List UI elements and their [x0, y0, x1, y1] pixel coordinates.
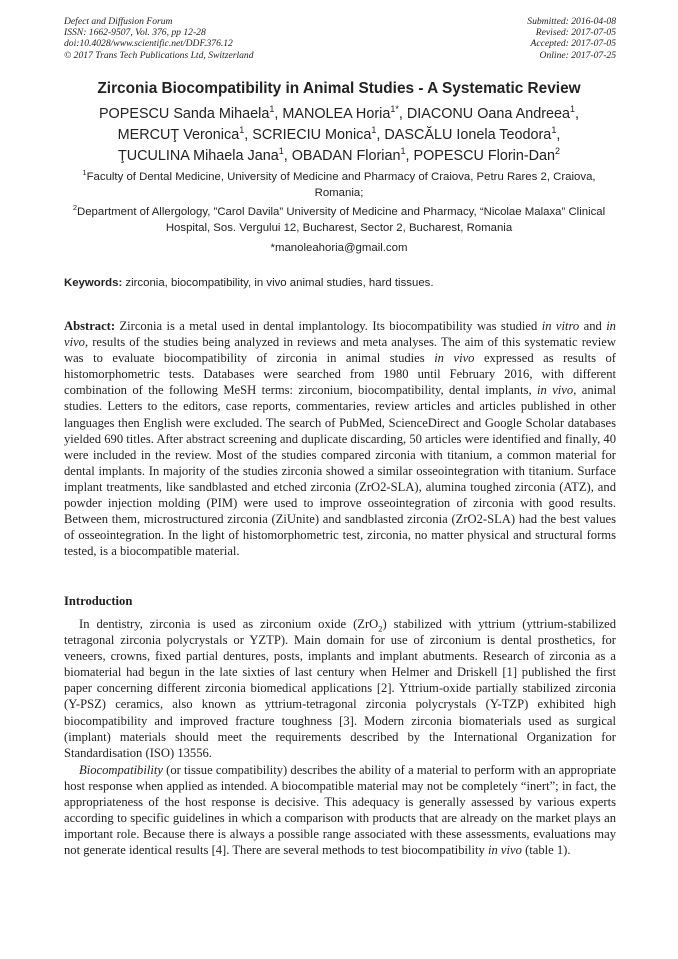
submitted-date: Submitted: 2016-04-08	[527, 16, 616, 27]
copyright-line: © 2017 Trans Tech Publications Ltd, Switzerland	[64, 49, 254, 61]
author-affiliation-mark: 1	[400, 146, 406, 157]
defined-term: Biocompatibility	[79, 763, 163, 777]
abstract-italic: in vivo	[64, 319, 616, 350]
publication-dates	[527, 16, 616, 61]
paragraph-text: ) stabilized with yttrium (yttrium-stabilized tetragonal zirconia polycrystals or YZTP). Main domain for use of zirconium is dental prosthetics, for veneers, crowns, fixed partial dentures, posts, implants and implant abutments. Research of zirconia as a biomaterial had begun in the late sixties of last century when Helmer and Driskell [1] published the first paper concerning different zirconia biomedical applications [2]. Yttrium-oxide partially stabilized zirconia (Y-PSZ) ceramics, also known as yttrium-tetragonal zirconia polycrystals (Y-TZP) exhibited high biocompatibility and improved fracture toughness [3]. Modern zirconia biomaterials used as surgical (implant) materials should meet the requirements described by the International Organization for Standardisation (ISO) 13556.	[64, 617, 616, 760]
author: MANOLEA Horia	[282, 106, 391, 122]
paragraph-text: (or tissue compatibility) describes the ability of a material to perform with an appropriate host response when applied as intended. A biocompatible material may not be completely “inert”; in fact, the appropriateness of the host response is decisive. This adequacy is generally assessed by various experts according to specific guidelines in which a comparison with products that are already on the market plays an important role. Because there is always a possible range associated with these assessments, evaluations may not generate identical results [4]. There are several methods to test biocompatibility	[64, 763, 616, 858]
revised-date: Revised: 2017-07-05	[535, 27, 616, 39]
author-affiliation-mark: 1*	[390, 104, 399, 115]
affiliation-text: Department of Allergology, ”Carol Davila” University of Medicine and Pharmacy, “Nicolae Malaxa” Clinical Hospital, Sos. Vergului 12, Bucharest, Sector 2, Bucharest, Romania	[76, 206, 606, 234]
issn-line: ISSN: 1662-9507, Vol. 376, pp 12-28	[64, 27, 206, 39]
author: POPESCU Florin-Dan	[413, 148, 556, 164]
abstract-italic: in vivo	[537, 383, 574, 398]
abstract-text: , results of the studies being analyzed in reviews and meta analyses. The aim of this systematic review was to evaluate biocompatibility of zirconia in animal studies	[64, 335, 616, 366]
author: POPESCU Sanda Mihaela	[98, 106, 270, 122]
introduction-paragraph-2	[64, 762, 616, 859]
affiliation-2	[60, 205, 618, 236]
affiliation-mark: 1	[82, 168, 87, 178]
abstract-text: expressed as results of histomorphometric tests. Databases were searched from 1980 until February 2016, with different combination of the following MeSH terms: zirconium, biocompatibility, dental implants,	[64, 351, 616, 398]
author-affiliation-mark: 2	[555, 146, 561, 157]
doi-line[interactable]: doi:10.4028/www.scientific.net/DDF.376.12	[64, 38, 233, 50]
author: OBADAN Florian	[291, 148, 401, 164]
abstract-italic: in vivo	[434, 351, 475, 366]
author-affiliation-mark: 1	[269, 104, 275, 115]
abstract-italic: in vitro	[541, 319, 580, 333]
section-heading-introduction: Introduction	[64, 594, 133, 608]
paper-title: Zirconia Biocompatibility in Animal Studies - A Systematic Review	[97, 80, 581, 97]
keywords-text: zirconia, biocompatibility, in vivo animal studies, hard tissues.	[125, 277, 434, 289]
paragraph-text: (table 1).	[525, 843, 571, 858]
paragraph-italic: in vivo	[487, 843, 522, 858]
abstract-text: , animal studies. Letters to the editors, case reports, commentaries, review articles and articles published in other languages then English were excluded. The search of PubMed, ScienceDirect and Google Scholar databases yielded 690 titles. After abstract screening and duplicate discarding, 50 articles were identified and finally, 40 were included in the review. Most of the studies compared zirconia with titanium, a common material for dental implants. In majority of the studies zirconia showed a similar osseointegration with titanium. Surface implant treatments, like sandblasted and etched zirconia (ZrO2-SLA), alumina toughed zirconia (ATZ), and powder injection molding (PIM) were used to improve osseointegration of zirconia with good results. Between them, microstructured zirconia (ZiUnite) and sandblasted zirconia (ZrO2-SLA) had the best values of osseointegration. In the light of histomorphometric test, zirconia, no matter physical and structural forms tested, is a biocompatible material.	[64, 383, 616, 559]
author-affiliation-mark: 1	[570, 104, 576, 115]
journal-name: Defect and Diffusion Forum	[64, 16, 173, 27]
author: SCRIECIU Monica	[252, 127, 372, 143]
accepted-date: Accepted: 2017-07-05	[530, 38, 616, 50]
author-affiliation-mark: 1	[278, 146, 284, 157]
author: DASCĂLU Ionela Teodora	[384, 127, 552, 143]
author: DIACONU Oana Andreea	[406, 106, 571, 122]
affiliation-1	[60, 170, 618, 201]
author-list: POPESCU Sanda Mihaela$^1$, MANOLEA Horia$^{1*}$, DIACONU Oana Andreea$^1$, MERCUŢ Veronica$^1$, SCRIECIU Monica$^1$, DASCĂLU Ionela Teodora$^1$, ŢUCULINA Mihaela Jana$^1$, OBADAN Florian$^1$, POPESCU Florin-Dan$^2$	[98, 104, 580, 164]
keywords	[64, 277, 616, 289]
author-affiliation-mark: 1	[239, 125, 245, 136]
author-affiliation-mark: 1	[371, 125, 377, 136]
abstract-label: Abstract:	[64, 319, 116, 333]
corresponding-email[interactable]: *manoleahoria@gmail.com	[270, 242, 408, 254]
author: MERCUŢ Veronica	[117, 127, 240, 143]
keywords-label: Keywords:	[64, 277, 123, 289]
paragraph-text: In dentistry, zirconia is used as zirconium oxide (ZrO	[79, 617, 379, 631]
affiliation-mark: 2	[72, 203, 77, 213]
author: ŢUCULINA Mihaela Jana	[117, 148, 279, 164]
abstract	[64, 318, 616, 559]
abstract-text: and	[583, 319, 602, 333]
affiliation-text: Faculty of Dental Medicine, University of Medicine and Pharmacy of Craiova, Petru Rares 2, Craiova, Romania;	[86, 171, 596, 199]
introduction-paragraph-1	[64, 616, 616, 761]
abstract-text: Zirconia is a metal used in dental implantology. Its biocompatibility was studied	[119, 319, 538, 333]
author-affiliation-mark: 1	[551, 125, 557, 136]
journal-info	[64, 16, 254, 61]
subscript: 2	[378, 623, 383, 634]
online-date: Online: 2017-07-25	[539, 49, 616, 61]
